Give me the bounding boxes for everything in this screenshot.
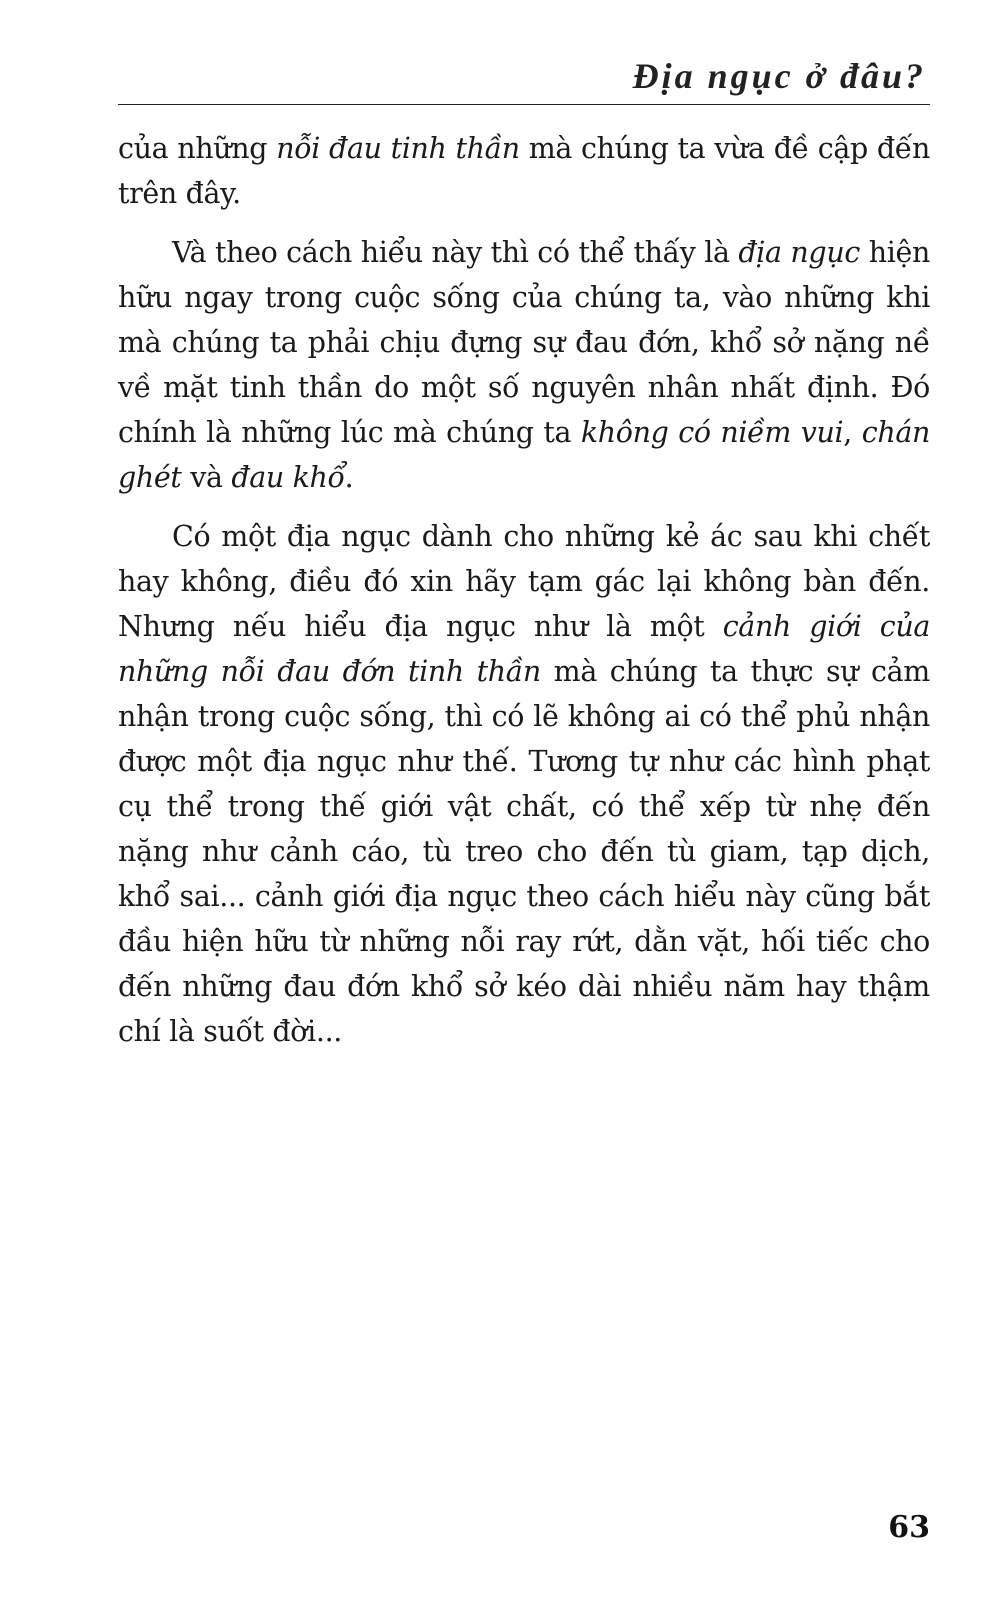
italic-segment: nỗi đau tinh thần: [276, 132, 520, 165]
text-segment: mà chúng ta thực sự cảm nhận trong cuộc sống, thì có lẽ không ai có thể phủ nhận được một địa ngục như thế. Tương tự như các hình phạt cụ thể trong thế giới vật chất, có thể xếp từ nhẹ đến nặng như cảnh cáo, tù treo cho đến tù giam, tạp dịch, khổ sai... cảnh giới địa ngục theo cách hiểu này cũng bắt đầu hiện hữu từ những nỗi ray rứt, dằn vặt, hối tiếc cho đến những đau đớn khổ sở kéo dài nhiều năm hay thậm chí là suốt đời...: [118, 655, 930, 1048]
paragraph-3: [118, 514, 930, 1054]
italic-segment: không có niềm vui: [580, 416, 844, 449]
running-title: Địa ngục ở đâu?: [632, 56, 926, 96]
running-header: [118, 52, 930, 105]
italic-segment: cảnh giới của những nỗi đau đớn tinh thần: [118, 610, 930, 688]
italic-segment: địa ngục: [738, 236, 860, 269]
text-segment: mà chúng ta vừa đề cập đến trên đây.: [118, 132, 930, 210]
text-segment: Và theo cách hiểu này thì có thể thấy là: [172, 236, 739, 269]
body-text: [118, 126, 930, 1068]
text-segment: Có một địa ngục dành cho những kẻ ác sau khi chết hay không, điều đó xin hãy tạm gác lại không bàn đến. Nhưng nếu hiểu địa ngục như là một: [118, 520, 930, 643]
paragraph-2: [118, 230, 930, 500]
italic-segment: chán ghét: [118, 416, 930, 494]
paragraph-1: [118, 126, 930, 216]
text-segment: ,: [843, 416, 862, 449]
text-segment: hiện hữu ngay trong cuộc sống của chúng ta, vào những khi mà chúng ta phải chịu đựng sự đau đớn, khổ sở nặng nề về mặt tinh thần do một số nguyên nhân nhất định. Đó chính là những lúc mà chúng ta: [118, 236, 930, 449]
italic-segment: đau khổ: [231, 461, 345, 494]
page-number: 63: [888, 1510, 930, 1545]
text-segment: và: [181, 461, 232, 494]
text-segment: của những: [118, 132, 277, 165]
text-segment: .: [344, 461, 354, 494]
